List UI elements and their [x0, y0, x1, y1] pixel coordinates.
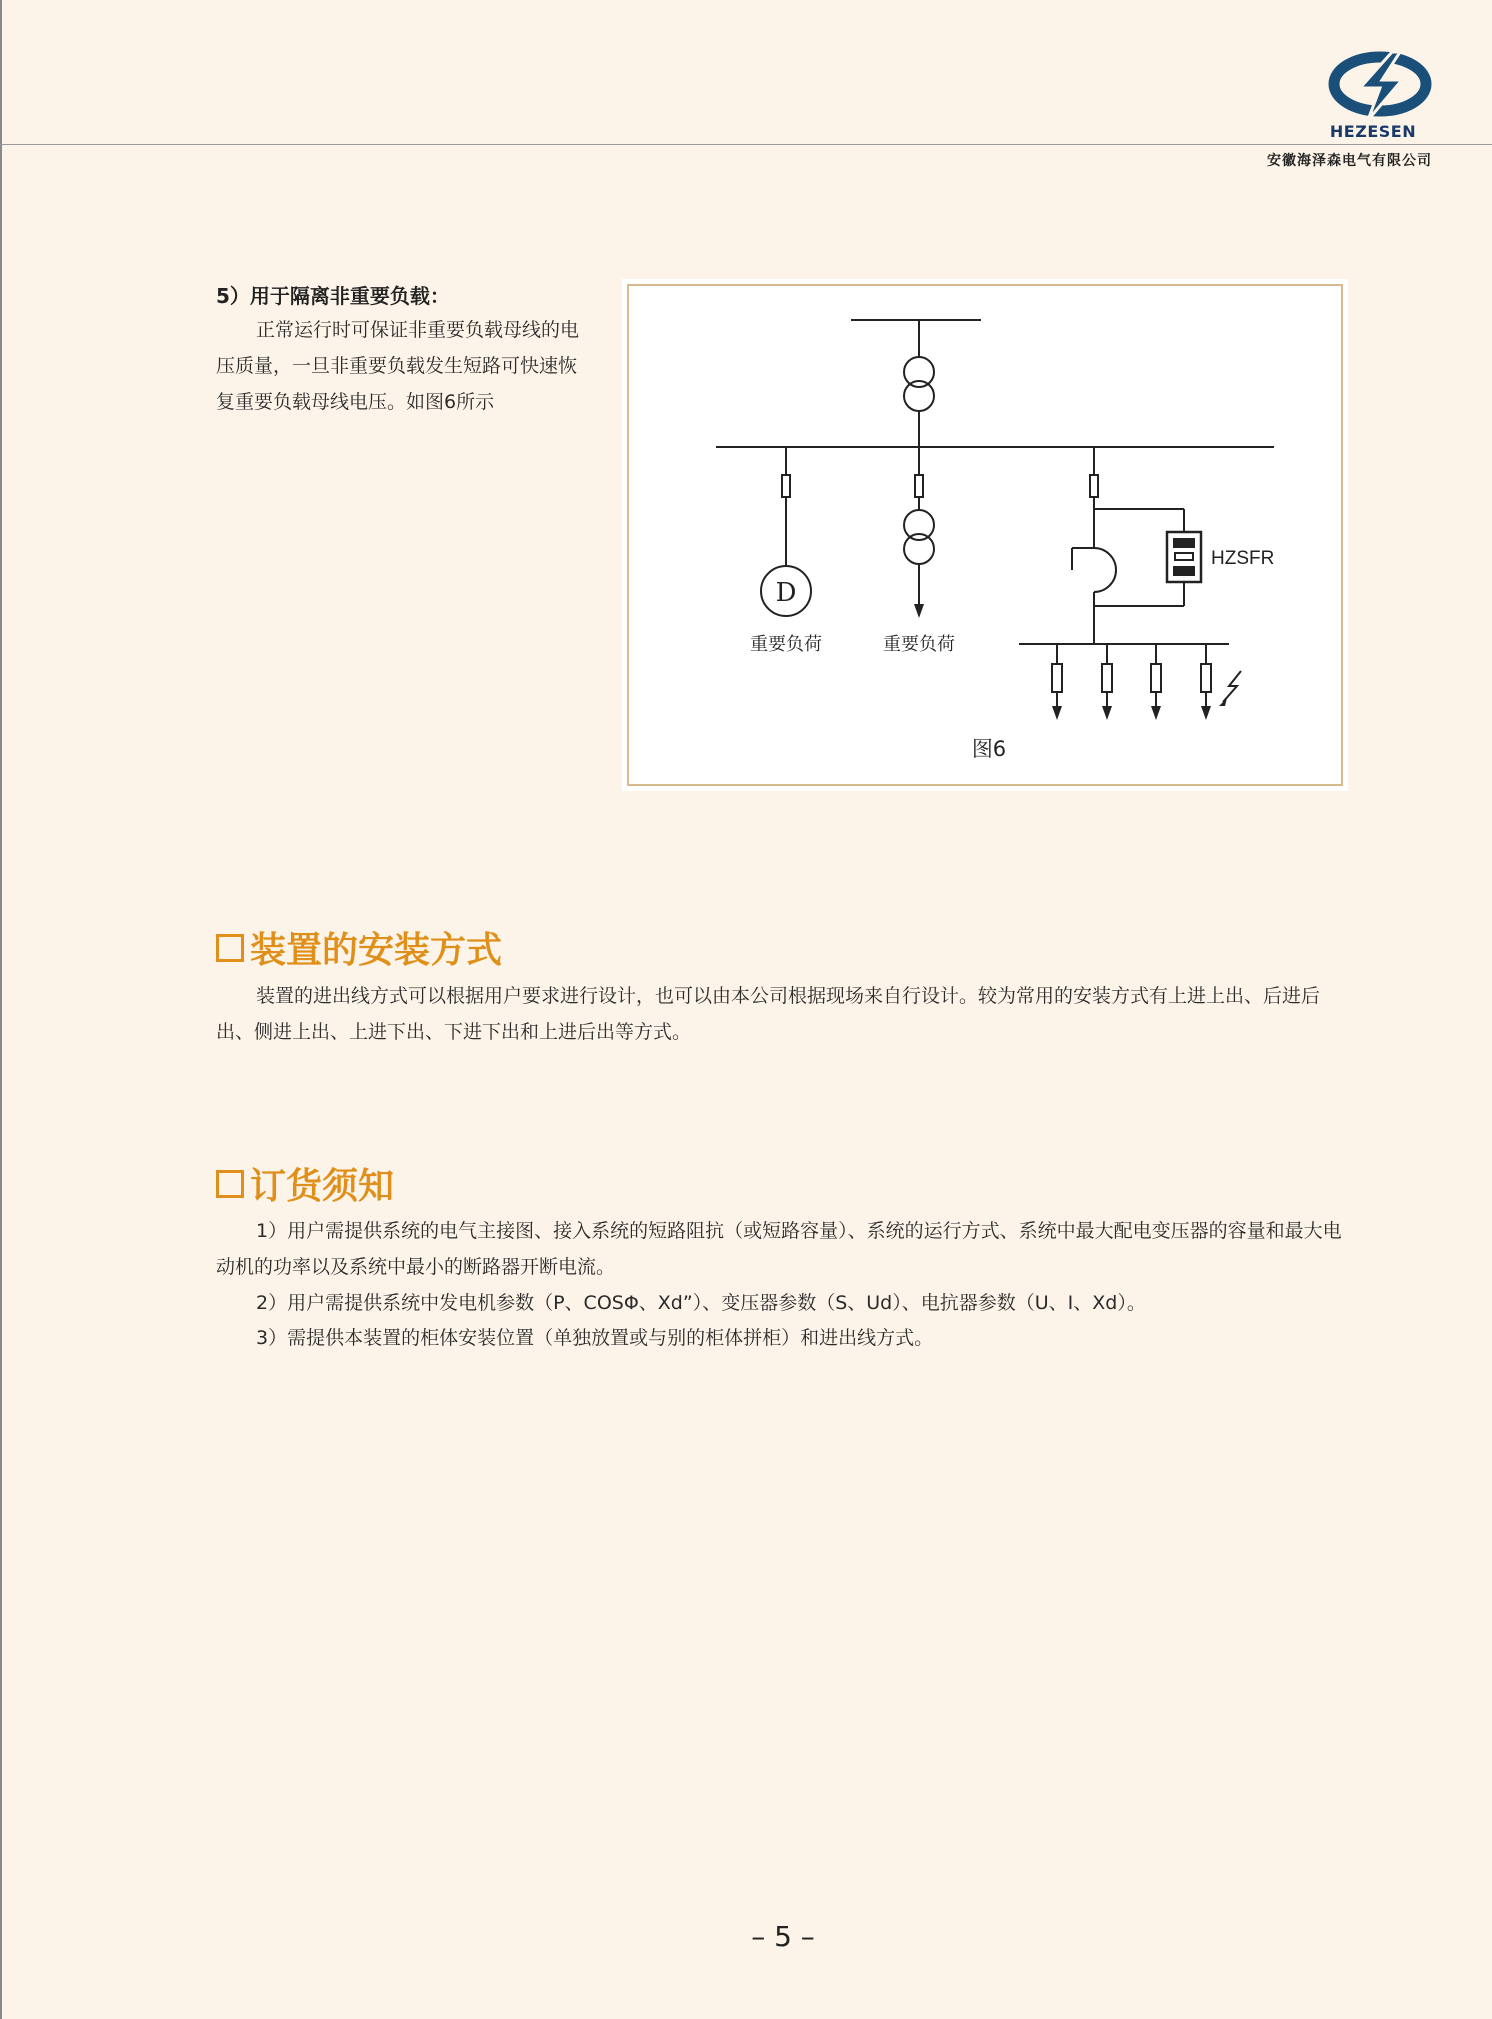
device-label: HZSFR [1211, 548, 1275, 569]
order-item-3: 3）需提供本装置的柜体安装位置（单独放置或与别的柜体拼柜）和进出线方式。 [256, 1327, 934, 1349]
fuse-4 [1052, 664, 1062, 692]
figure-6-diagram [627, 284, 1343, 786]
fuse-1 [782, 475, 790, 497]
order-title-text: 订货须知 [250, 1166, 395, 1207]
figure-caption: 图6 [971, 737, 1007, 761]
load-label-2: 重要负荷 [883, 634, 955, 655]
fuse-6 [1151, 664, 1161, 692]
order-item-1: 1）用户需提供系统的电气主接图、接入系统的短路阻抗（或短路容量）、系统的运行方式、系统中最大配电变压器的容量和最大电动机的功率以及系统中最小的断路器开断电流。 [216, 1220, 1342, 1278]
header-rule [0, 144, 1492, 145]
feeder-arrow-icon [1151, 706, 1161, 720]
page-border [0, 0, 2, 2019]
section5-body: 正常运行时可保证非重要负载母线的电压质量，一旦非重要负载发生短路可快速恢复重要负载母线电压。如图6所示 [216, 319, 580, 413]
single-line-diagram [629, 286, 1341, 784]
square-bullet-icon [216, 934, 244, 962]
install-body: 装置的进出线方式可以根据用户要求进行设计，也可以由本公司根据现场来自行设计。较为常用的安装方式有上进上出、后进后出、侧进上出、上进下出、下进下出和上进后出等方式。 [216, 985, 1321, 1043]
feeder-arrow-icon [1102, 706, 1112, 720]
install-section-title [216, 922, 502, 973]
feeder-arrow-icon [1201, 706, 1211, 720]
order-item-2: 2）用户需提供系统中发电机参数（P、COSΦ、Xd”）、变压器参数（S、Ud）、电抗器参数（U、I、Xd）。 [256, 1292, 1146, 1314]
square-bullet-icon [216, 1170, 244, 1198]
feeder-arrow-icon [1052, 706, 1062, 720]
current-limiting-reactor [1094, 548, 1116, 592]
main-transformer-winding-1 [904, 357, 934, 387]
fuse-5 [1102, 664, 1112, 692]
main-transformer-winding-2 [904, 381, 934, 411]
hezesen-logo-icon [1320, 50, 1440, 122]
order-section-title [216, 1158, 394, 1209]
install-title-text: 装置的安装方式 [250, 930, 503, 971]
branch-transformer-winding-2 [904, 534, 934, 564]
fuse-3 [1090, 475, 1098, 497]
load-label-1: 重要负荷 [750, 634, 822, 655]
section5-heading: 5）用于隔离非重要负载： [216, 284, 450, 308]
fuse-7 [1201, 664, 1211, 692]
fault-arrow-icon [1219, 698, 1227, 706]
company-name: 安徽海泽森电气有限公司 [1267, 153, 1432, 169]
short-circuit-fault-icon [1223, 671, 1241, 702]
page-number: – 5 – [751, 1920, 815, 1953]
load-arrow-icon [914, 604, 924, 618]
branch-transformer-winding-1 [904, 510, 934, 540]
logo-name: HEZESEN [1329, 122, 1417, 141]
fuse-2 [915, 475, 923, 497]
generator-label: D [775, 578, 797, 608]
